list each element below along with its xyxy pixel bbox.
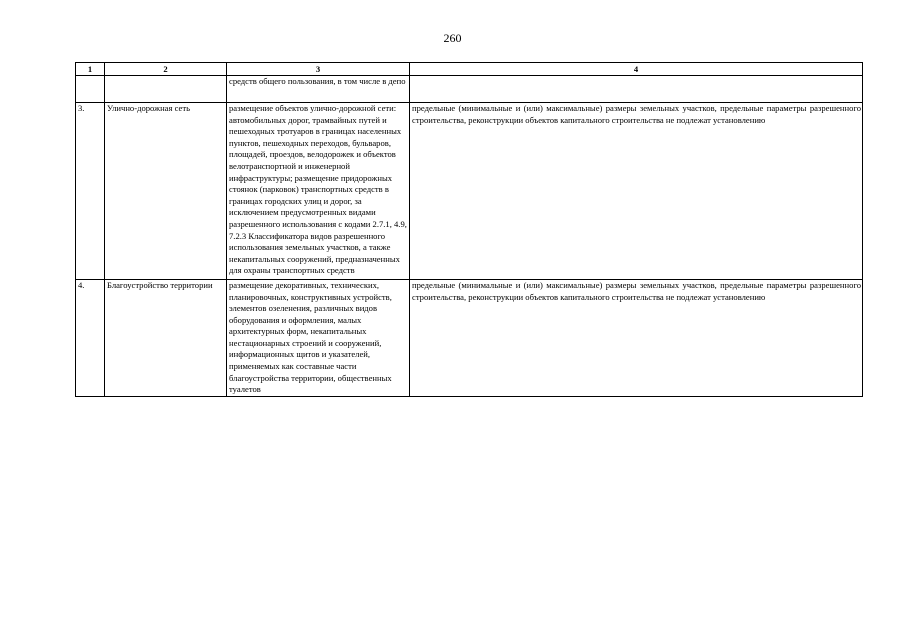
column-header-2: 2 [105,63,227,76]
use-type-description-cell: размещение декоративных, технических, планировочных, конструктивных устройств, элементов озеленения, различных видов оборудования и оформления, малых архитектурных форм, некапитальных нестационарных строений и сооружений, информационных щитов и указателей, применяемых как составные части благоустройства территории, общественных туалетов [227,279,410,396]
column-header-1: 1 [76,63,105,76]
page-number: 260 [443,31,462,45]
use-type-name-cell [105,76,227,103]
land-use-table [75,62,863,397]
use-type-description-cell: размещение объектов улично-дорожной сети: автомобильных дорог, трамвайных путей и пешеходных тротуаров в границах населенных пунктов, пешеходных переходов, бульваров, площадей, проездов, велодорожек и объектов велотранспортной и инженерной инфраструктуры; размещение придорожных стоянок (парковок) транспортных средств в границах городских улиц и дорог, за исключением предусмотренных видами разрешенного использования с кодами 2.7.1, 4.9, 7.2.3 Классификатора видов разрешенного использования земельных участков, а также некапитальных сооружений, предназначенных для охраны транспортных средств [227,103,410,280]
use-type-name-cell: Благоустройство территории [105,279,227,396]
column-header-3: 3 [227,63,410,76]
parameters-cell: предельные (минимальные и (или) максимальные) размеры земельных участков, предельные параметры разрешенного строительства, реконструкции объектов капитального строительства не подлежат установлению [410,279,863,396]
table-header-row [76,63,863,76]
parameters-cell [410,76,863,103]
row-number-cell: 3. [76,103,105,280]
parameters-cell: предельные (минимальные и (или) максимальные) размеры земельных участков, предельные параметры разрешенного строительства, реконструкции объектов капитального строительства не подлежат установлению [410,103,863,280]
use-type-description-cell: средств общего пользования, в том числе в депо [227,76,410,103]
table-row [76,279,863,396]
use-type-name-cell: Улично-дорожная сеть [105,103,227,280]
column-header-4: 4 [410,63,863,76]
row-number-cell [76,76,105,103]
row-number-cell: 4. [76,279,105,396]
table-row [76,76,863,103]
table-row [76,103,863,280]
